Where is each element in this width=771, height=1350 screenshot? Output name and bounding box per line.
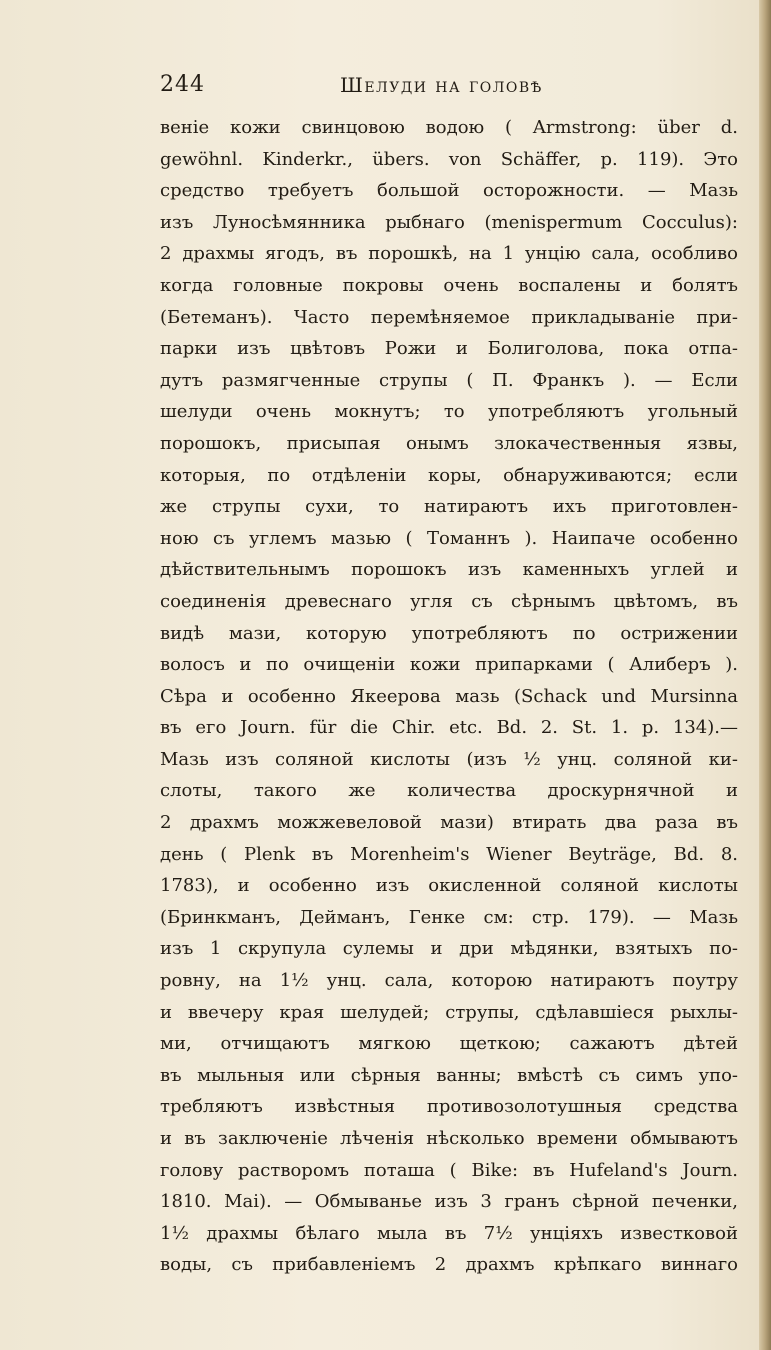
text-line: которыя, по отдѣленіи коры, обнаруживаются; если <box>160 464 738 486</box>
text-line: Мазь изъ соляной кислоты (изъ ½ унц. соляной ки- <box>160 748 738 770</box>
text-line: воды, съ прибавленіемъ 2 драхмъ крѣпкаго виннаго <box>160 1254 738 1276</box>
body-text <box>160 112 738 1281</box>
text-line: день ( Plenk въ Morenheim's Wiener Beyträge, Bd. 8. <box>160 843 738 865</box>
text-line: когда головные покровы очень воспалены и болятъ <box>160 274 738 296</box>
text-line: же струпы сухи, то натираютъ ихъ приготовлен- <box>160 496 738 518</box>
text-line: въ его Journ. für die Chir. etc. Bd. 2. St. 1. p. 134).— <box>160 717 738 739</box>
text-line: порошокъ, присыпая онымъ злокачественныя язвы, <box>160 432 738 454</box>
text-line: 1½ драхмы бѣлаго мыла въ 7½ унціяхъ известковой <box>160 1222 738 1244</box>
text-line: 2 драхмъ можжевеловой мази) втирать два раза въ <box>160 812 738 834</box>
text-line: видѣ мази, которую употребляютъ по острижении <box>160 622 738 644</box>
text-line: дѣйствительнымъ порошокъ изъ каменныхъ углей и <box>160 559 738 581</box>
text-line: голову растворомъ поташа ( Bike: въ Hufeland's Journ. <box>160 1159 738 1181</box>
text-line: изъ Луносѣмянника рыбнаго (menispermum Cocculus): <box>160 211 738 233</box>
text-line: 1810. Mai). — Обмыванье изъ 3 гранъ сѣрной печенки, <box>160 1191 738 1213</box>
text-line: веніе кожи свинцовою водою ( Armstrong: über d. <box>160 117 738 138</box>
page-edge-shadow <box>759 0 771 1350</box>
text-line: шелуди очень мокнутъ; то употребляютъ угольный <box>160 401 738 423</box>
text-line: (Бринкманъ, Дейманъ, Генке см: стр. 179). — Мазь <box>160 906 738 928</box>
text-line: средство требуетъ большой осторожности. — Мазь <box>160 180 738 202</box>
text-line: въ мыльныя или сѣрныя ванны; вмѣстѣ съ симъ упо- <box>160 1064 738 1086</box>
text-line: требляютъ извѣстныя противозолотушныя средства <box>160 1096 738 1118</box>
text-line: ною съ углемъ мазью ( Томаннъ ). Наипаче особенно <box>160 527 738 549</box>
text-line: 1783), и особенно изъ окисленной соляной кислоты <box>160 875 738 897</box>
text-line: Сѣра и особенно Якеерова мазь (Schack und Mursinna <box>160 685 738 707</box>
text-line: слоты, такого же количества дроскурнячной и <box>160 780 738 802</box>
text-line: и въ заключеніе лѣченія нѣсколько времени обмываютъ <box>160 1128 738 1149</box>
text-line: волосъ и по очищеніи кожи припарками ( Алиберъ ). <box>160 654 738 676</box>
text-line: ровну, на 1½ унц. сала, которою натираютъ поутру <box>160 970 738 992</box>
text-line: (Бетеманъ). Часто перемѣняемое прикладываніе при- <box>160 306 738 328</box>
text-line: парки изъ цвѣтовъ Рожи и Болиголова, пока отпа- <box>160 338 738 360</box>
text-line: 2 драхмы ягодъ, въ порошкѣ, на 1 унцію сала, особливо <box>160 243 738 265</box>
text-line: gewöhnl. Kinderkr., übers. von Schäffer, p. 119). Это <box>160 148 738 170</box>
text-line: и ввечеру края шелудей; струпы, сдѣлавшіеся рыхлы- <box>160 1001 738 1023</box>
running-title: Шелуди на головѣ <box>340 73 543 97</box>
text-line: изъ 1 скрупула сулемы и дри мѣдянки, взятыхъ по- <box>160 938 738 960</box>
text-line: дутъ размягченные струпы ( П. Франкъ ). — Если <box>160 369 738 391</box>
page-number: 244 <box>160 72 205 97</box>
text-line: соединенія древеснаго угля съ сѣрнымъ цвѣтомъ, въ <box>160 590 738 612</box>
text-line: ми, отчищаютъ мягкою щеткою; сажаютъ дѣтей <box>160 1033 738 1055</box>
page-header <box>160 72 735 106</box>
